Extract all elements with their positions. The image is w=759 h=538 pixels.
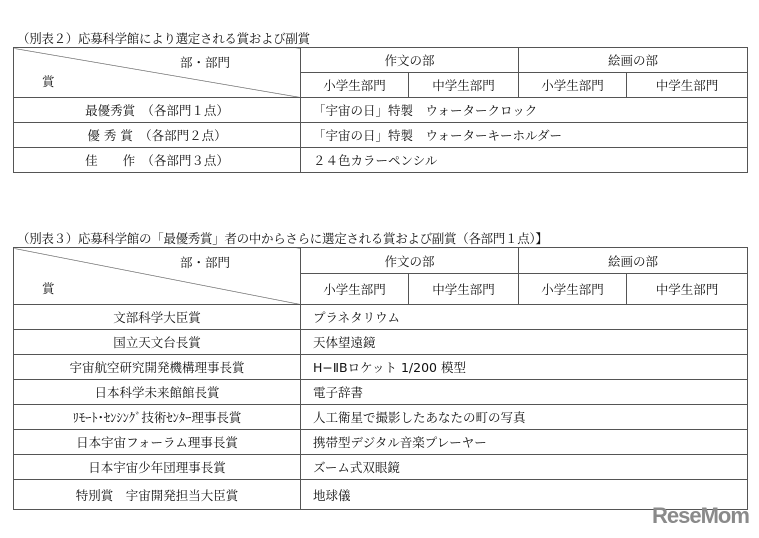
award: 最優秀賞 （各部門１点）: [14, 98, 301, 123]
corner-top: 部・部門: [179, 55, 230, 70]
table-row: [14, 98, 748, 123]
award: 宇宙航空研究開発機構理事長賞: [14, 355, 301, 380]
award: 国立天文台長賞: [14, 330, 301, 355]
subcol-header: 中学生部門: [409, 274, 519, 305]
subcol-header: 小学生部門: [519, 73, 627, 98]
table-row: [14, 380, 748, 405]
prize: ２４色カラーペンシル: [301, 148, 748, 173]
table-row: [14, 355, 748, 380]
prize: 電子辞書: [301, 380, 748, 405]
table2: [13, 47, 748, 173]
award: 佳 作 （各部門３点）: [14, 148, 301, 173]
table-row: [14, 123, 748, 148]
award: 日本宇宙少年団理事長賞: [14, 455, 301, 480]
prize: ズーム式双眼鏡: [301, 455, 748, 480]
award: 優 秀 賞 （各部門２点）: [14, 123, 301, 148]
subcol-header: 中学生部門: [409, 73, 519, 98]
award: 日本宇宙フォーラム理事長賞: [14, 430, 301, 455]
subcol-header: 小学生部門: [301, 73, 409, 98]
table-row: [14, 455, 748, 480]
subcol-header: 小学生部門: [519, 274, 627, 305]
group-header: 絵画の部: [519, 248, 748, 274]
corner-header: [14, 48, 301, 98]
corner-top: 部・部門: [179, 255, 230, 270]
award: ﾘﾓｰﾄ･ｾﾝｼﾝｸﾞ技術ｾﾝﾀｰ理事長賞: [14, 405, 301, 430]
prize: H−ⅡBロケット 1/200 模型: [301, 355, 748, 380]
watermark-logo: ReseMom: [652, 503, 749, 528]
subcol-header: 小学生部門: [301, 274, 409, 305]
corner-bottom: 賞: [42, 74, 55, 89]
group-header: 作文の部: [301, 48, 519, 73]
prize: プラネタリウム: [301, 305, 748, 330]
award: 日本科学未来館館長賞: [14, 380, 301, 405]
group-header: 作文の部: [301, 248, 519, 274]
corner-bottom: 賞: [42, 281, 55, 296]
prize: 人工衛星で撮影したあなたの町の写真: [301, 405, 748, 430]
award: 特別賞 宇宙開発担当大臣賞: [14, 480, 301, 510]
table-row: [14, 305, 748, 330]
table-row: [14, 405, 748, 430]
subcol-header: 中学生部門: [627, 274, 748, 305]
corner-header: [14, 248, 301, 305]
prize: 地球儀: [301, 480, 748, 510]
table-row: [14, 430, 748, 455]
table3: [13, 247, 748, 510]
subcol-header: 中学生部門: [627, 73, 748, 98]
table3-title: （別表３）応募科学館の「最優秀賞」者の中からさらに選定される賞および副賞（各部門１点）】: [17, 231, 548, 246]
prize: 天体望遠鏡: [301, 330, 748, 355]
prize: 携帯型デジタル音楽プレーヤー: [301, 430, 748, 455]
table2-title: （別表２）応募科学館により選定される賞および副賞: [17, 31, 310, 46]
table-row: [14, 480, 748, 510]
table-row: [14, 148, 748, 173]
table-row: [14, 330, 748, 355]
prize: 「宇宙の日」特製 ウォータークロック: [301, 98, 748, 123]
group-header: 絵画の部: [519, 48, 748, 73]
award: 文部科学大臣賞: [14, 305, 301, 330]
prize: 「宇宙の日」特製 ウォーターキーホルダー: [301, 123, 748, 148]
